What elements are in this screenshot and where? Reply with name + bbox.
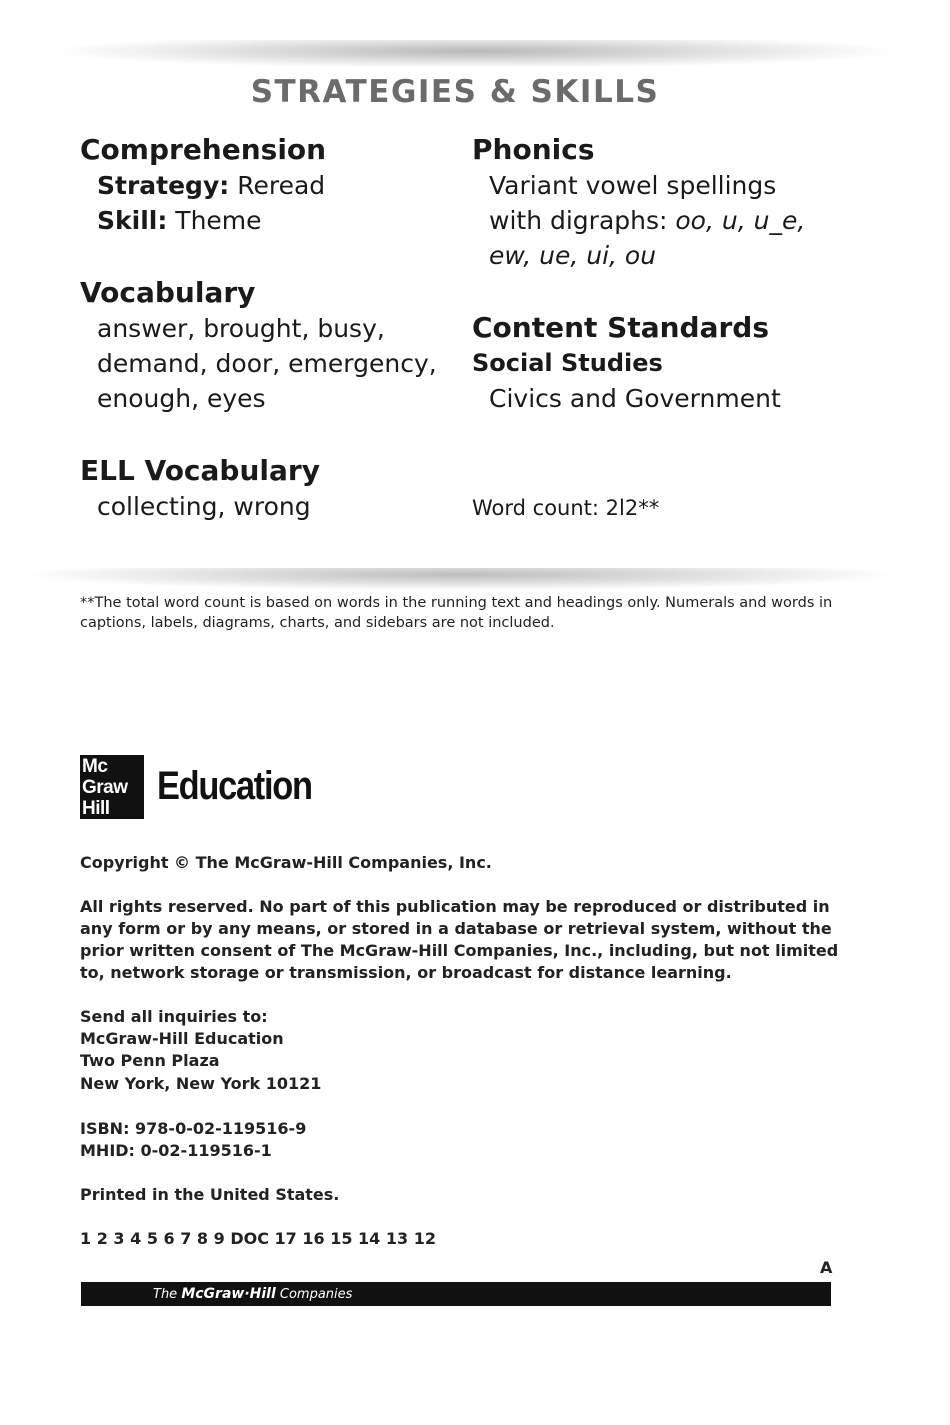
top-shadow-band <box>60 40 890 68</box>
print-number-line: 1 2 3 4 5 6 7 8 9 DOC 17 16 15 14 13 12 <box>80 1229 436 1248</box>
phonics-heading: Phonics <box>472 133 595 166</box>
inquiries-line-1: Send all inquiries to: <box>80 1007 268 1026</box>
vocabulary-line-1: answer, brought, busy, <box>97 314 385 343</box>
vocabulary-heading: Vocabulary <box>80 276 256 309</box>
civics-line: Civics and Government <box>489 384 781 413</box>
strategy-value: Reread <box>237 171 326 200</box>
rights-paragraph: All rights reserved. No part of this publication may be reproduced or distributed in any form or by any means, or stored in a database or retrieval system, without the prior written consent of The McGraw-Hill Companies, Inc., including, but not limited to, network storage or transmission, or broadcast for distance learning. <box>80 897 839 982</box>
printed-line: Printed in the United States. <box>80 1185 340 1204</box>
strategy-line <box>97 168 325 203</box>
logo-line-mc: Mc <box>82 756 108 777</box>
logo-education-word: Education <box>157 764 312 808</box>
inquiries-line-2: McGraw-Hill Education <box>80 1029 284 1048</box>
footer-suffix: Companies <box>275 1287 353 1302</box>
social-studies-subheading: Social Studies <box>472 349 663 377</box>
shadow-cover-bottom <box>30 548 890 568</box>
copyright-line: Copyright © The McGraw-Hill Companies, Inc. <box>80 853 492 872</box>
inquiries-line-3: Two Penn Plaza <box>80 1051 220 1070</box>
ell-vocabulary-line: collecting, wrong <box>97 492 311 521</box>
footer-brand: McGraw·Hill <box>181 1286 276 1302</box>
content-standards-heading: Content Standards <box>472 311 769 344</box>
word-count: Word count: 2l2** <box>472 496 660 520</box>
logo-line-graw: Graw <box>82 777 128 798</box>
corner-letter: A <box>820 1258 833 1277</box>
phonics-digraphs-1: oo, u, u_e, <box>675 206 806 235</box>
footer-prefix: The <box>153 1287 182 1302</box>
isbn-line: ISBN: 978-0-02-119516-9 <box>80 1119 307 1138</box>
skill-label: Skill: <box>97 206 168 235</box>
footer-bar <box>81 1282 831 1306</box>
skill-value: Theme <box>175 206 262 235</box>
phonics-line-1: Variant vowel spellings <box>489 171 777 200</box>
skill-line <box>97 203 262 238</box>
comprehension-heading: Comprehension <box>80 133 327 166</box>
phonics-line-2-plain: with digraphs: <box>489 206 676 235</box>
inquiries-line-4: New York, New York 10121 <box>80 1074 322 1093</box>
phonics-line-2 <box>489 203 805 238</box>
mcgraw-hill-logo <box>80 755 144 819</box>
section-title: STRATEGIES & SKILLS <box>250 74 660 110</box>
phonics-digraphs-2: ew, ue, ui, ou <box>489 241 657 270</box>
vocabulary-line-3: enough, eyes <box>97 384 266 413</box>
strategy-label: Strategy: <box>97 171 230 200</box>
word-count-footnote: **The total word count is based on words in the running text and headings only. Numerals and words in captions, labels, diagrams, charts, and sidebars are not included. <box>80 595 833 631</box>
footer-bar-text <box>153 1286 352 1302</box>
mhid-line: MHID: 0-02-119516-1 <box>80 1141 272 1160</box>
vocabulary-line-2: demand, door, emergency, <box>97 349 437 378</box>
logo-line-hill: Hill <box>82 798 110 819</box>
ell-vocabulary-heading: ELL Vocabulary <box>80 454 320 487</box>
